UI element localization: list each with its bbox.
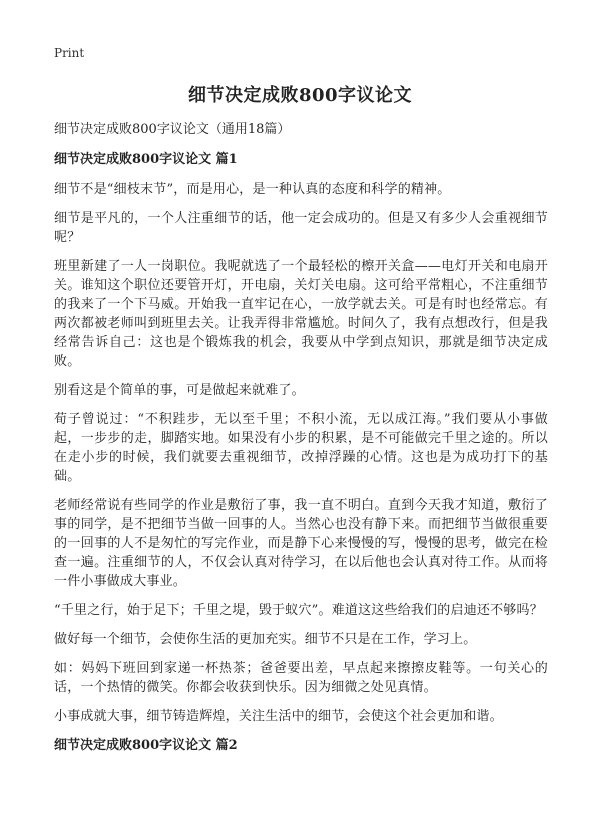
paragraph: 做好每一个细节，会使你生活的更加充实。细节不只是在工作，学习上。	[54, 632, 477, 647]
paragraph: 如：妈妈下班回到家递一杯热茶；爸爸要出差，早点起来擦擦皮鞋等。一句关心的话，一个热情的微笑。你都会收获到快乐。因为细微之处见真情。	[54, 661, 548, 695]
paragraph: 老师经常说有些同学的作业是敷衍了事，我一直不明白。直到今天我才知道，敷衍了事的同学，是不把细节当做一回事的人。当然心也没有静下来。而把细节当做很重要的一回事的人不是匆忙的写完作业，而是静下心来慢慢的写，慢慢的思考，做完在检查一遍。注重细节的人，不仅会认真对待学习，在以后他也会认真对待工作。从而将一件小事做成大事业。	[54, 498, 548, 589]
paragraph: 班里新建了一人一岗职位。我呢就选了一个最轻松的檫开关盒——电灯开关和电扇开关。谁知这个职位还要管开灯，开电扇，关灯关电扇。这可给平常粗心，不注重细节的我来了一个下马威。开始我一直牢记在心，一放学就去关。可是有时也经常忘。有两次都被老师叫到班里去关。让我弄得非常尴尬。时间久了，我有点想改行，但是我经常告诉自己：这也是个锻炼我的机会，我要从中学到点知识，那就是细节决定成败。	[54, 259, 548, 369]
page-title: 细节决定成败800字议论文	[187, 85, 413, 106]
paragraph: 细节不是“细枝末节”，而是用心，是一种认真的态度和科学的精神。	[54, 182, 451, 197]
paragraph: “千里之行，始于足下；千里之堤，毁于蚁穴”。难道这这些给我们的启迪还不够吗？	[54, 603, 543, 618]
document-subtitle: 细节决定成败800字议论文（通用18篇）	[54, 122, 291, 137]
paragraph: 荀子曾说过：“不积跬步，无以至千里；不积小流，无以成江海。”我们要从小事做起，一步步的走，脚踏实地。如果没有小步的积累，是不可能做完千里之途的。所以在走小步的时候，我们就要去重视细节，改掉浮躁的心情。这也是为成功打下的基础。	[54, 412, 548, 484]
paragraph: 细节是平凡的，一个人注重细节的话，他一定会成功的。但是又有多少人会重视细节呢？	[54, 211, 548, 245]
print-link[interactable]: Print	[54, 46, 85, 60]
article-body	[54, 120, 548, 766]
section-heading-2: 细节决定成败800字议论文 篇2	[54, 738, 238, 753]
paragraph: 别看这是个简单的事，可是做起来就难了。	[54, 383, 305, 398]
paragraph: 小事成就大事，细节铸造辉煌，关注生活中的细节，会使这个社会更加和谐。	[54, 709, 503, 724]
section-heading-1: 细节决定成败800字议论文 篇1	[54, 152, 238, 167]
